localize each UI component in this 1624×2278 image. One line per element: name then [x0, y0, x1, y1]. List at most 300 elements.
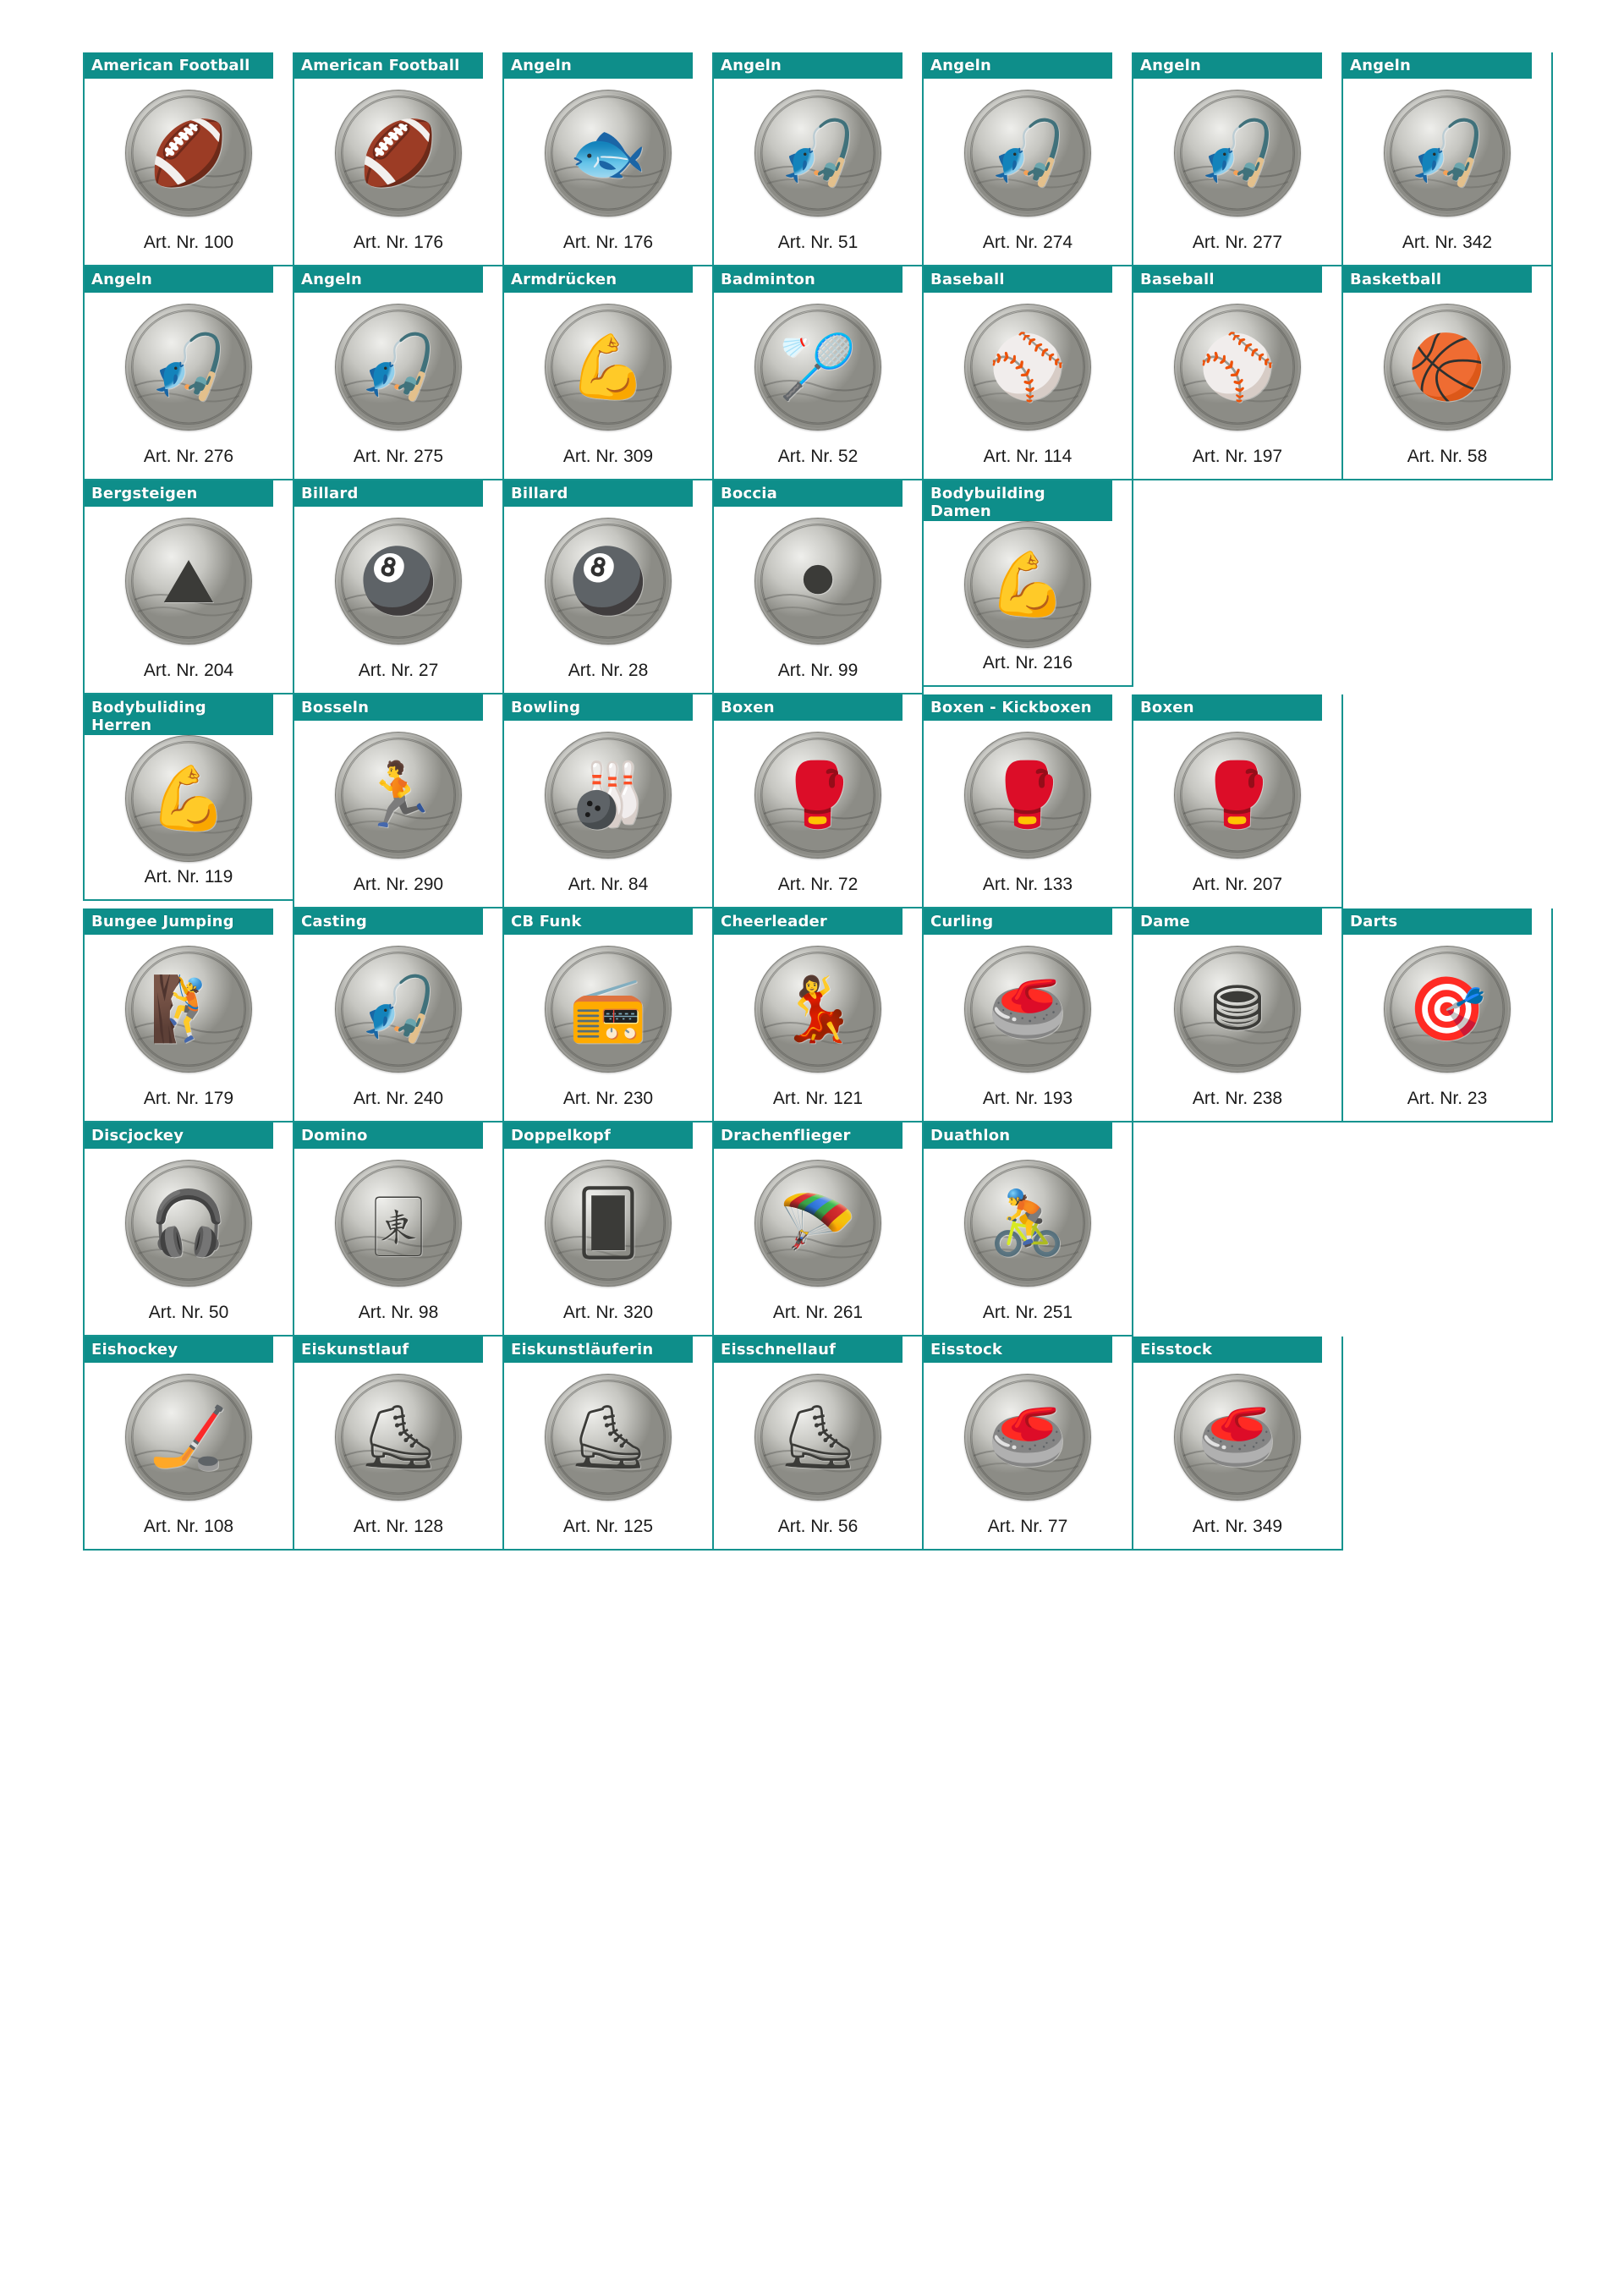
medal-ring [1390, 96, 1505, 211]
ice-hockey-player-icon [125, 1374, 252, 1501]
article-number: Art. Nr. 58 [1407, 447, 1488, 466]
article-number: Art. Nr. 276 [143, 447, 234, 466]
angler-boat-icon [1174, 90, 1301, 217]
medal-image-wrap [714, 721, 922, 870]
billiard-table-icon [545, 518, 672, 645]
medal-card[interactable] [922, 266, 1133, 480]
medal-glyph: ⚾ [1198, 331, 1277, 403]
article-number: Art. Nr. 50 [148, 1303, 229, 1322]
medal-ring [551, 738, 666, 853]
badminton-racket-shuttlecock-icon [754, 304, 881, 431]
medal-ring [970, 1380, 1085, 1495]
medal-image-wrap [714, 1149, 922, 1298]
medal-card[interactable] [1132, 52, 1343, 266]
medal-card[interactable] [712, 52, 924, 266]
medal-glyph: 🪂 [778, 1187, 858, 1260]
article-number: Art. Nr. 72 [777, 875, 859, 894]
article-number: Art. Nr. 251 [982, 1303, 1073, 1322]
medal-image-wrap [924, 521, 1132, 648]
medal-image-wrap [85, 293, 293, 442]
angler-net-icon [964, 90, 1091, 217]
domino-tile-icon [335, 1160, 462, 1287]
medal-glyph: 🀀 [373, 1187, 424, 1260]
medal-image-wrap [1133, 721, 1341, 870]
medal-glyph: 🐟 [568, 117, 648, 189]
medal-glyph: 🎧 [149, 1187, 228, 1260]
medal-glyph: 💪 [568, 331, 648, 403]
medal-category-label: Angeln [504, 52, 693, 79]
article-number: Art. Nr. 274 [982, 233, 1073, 252]
medal-category-label: Eisschnellauf [714, 1337, 903, 1363]
medal-ring [551, 1380, 666, 1495]
medal-image-wrap [504, 507, 712, 656]
medal-image-wrap [924, 79, 1132, 228]
medal-card[interactable] [83, 480, 294, 694]
medal-category-label: Baseball [1133, 266, 1322, 293]
medal-category-label: Billard [504, 480, 693, 507]
article-number: Art. Nr. 125 [562, 1517, 654, 1536]
medal-category-label: Darts [1343, 908, 1532, 935]
medal-card[interactable] [502, 52, 714, 266]
medal-glyph: 🂠 [576, 1187, 640, 1260]
medal-card[interactable] [712, 266, 924, 480]
medal-card[interactable] [922, 1123, 1133, 1337]
article-number: Art. Nr. 28 [568, 661, 649, 680]
medal-glyph: 🎣 [359, 973, 438, 1046]
medal-card[interactable] [502, 908, 714, 1123]
medal-ring [1180, 952, 1295, 1067]
medal-category-label: Duathlon [924, 1123, 1112, 1149]
catalog-row [83, 694, 1572, 908]
medal-image-wrap [1343, 935, 1551, 1084]
medal-glyph: ⛸ [568, 1401, 648, 1474]
medal-image-wrap [85, 1149, 293, 1298]
bowling-pin-ball-icon [545, 732, 672, 859]
article-number: Art. Nr. 100 [143, 233, 234, 252]
medal-category-label: Angeln [924, 52, 1112, 79]
football-player-icon [125, 90, 252, 217]
article-number: Art. Nr. 23 [1407, 1089, 1488, 1108]
medal-card[interactable] [1132, 1337, 1343, 1551]
medal-image-wrap [85, 79, 293, 228]
medal-category-label: Baseball [924, 266, 1112, 293]
catalog-row [83, 1337, 1572, 1551]
medal-card[interactable] [502, 1337, 714, 1551]
medal-category-label: Bosseln [294, 694, 483, 721]
angler-shore-icon [1384, 90, 1511, 217]
medal-category-label: Bungee Jumping [85, 908, 273, 935]
hang-glider-icon [754, 1160, 881, 1287]
medal-glyph: 🏒 [149, 1401, 228, 1474]
cheerleaders-icon [754, 946, 881, 1073]
medal-category-label: Bodybuliding Herren [85, 694, 273, 735]
article-number: Art. Nr. 193 [982, 1089, 1073, 1108]
baseball-batter-icon [1174, 304, 1301, 431]
medal-glyph: 🎱 [359, 545, 438, 618]
medal-ring [1390, 310, 1505, 425]
medal-image-wrap [714, 1363, 922, 1512]
medal-ring [970, 310, 1085, 425]
medal-glyph: 🎣 [1198, 117, 1277, 189]
medal-ring [760, 96, 875, 211]
medal-card[interactable] [712, 1123, 924, 1337]
medal-card[interactable] [922, 694, 1133, 908]
medal-category-label: Boxen [1133, 694, 1322, 721]
bungee-jumper-icon [125, 946, 252, 1073]
medal-ring [341, 310, 456, 425]
medal-image-wrap [85, 1363, 293, 1512]
medal-image-wrap [294, 721, 502, 870]
medal-image-wrap [1343, 79, 1551, 228]
medal-category-label: Eiskunstlauf [294, 1337, 483, 1363]
mountain-climber-icon [125, 518, 252, 645]
medal-card[interactable] [922, 908, 1133, 1123]
medal-card[interactable] [83, 52, 294, 266]
medal-glyph: 📻 [568, 973, 648, 1046]
medal-ring [1390, 952, 1505, 1067]
medal-category-label: Eisstock [1133, 1337, 1322, 1363]
article-number: Art. Nr. 128 [353, 1517, 444, 1536]
medal-category-label: Drachenflieger [714, 1123, 903, 1149]
medal-category-label: Boxen [714, 694, 903, 721]
medal-category-label: Armdrücken [504, 266, 693, 293]
medal-image-wrap [924, 1149, 1132, 1298]
medal-card[interactable] [293, 1123, 504, 1337]
medal-ring [551, 1166, 666, 1281]
boxing-gloves-icon [1174, 732, 1301, 859]
medal-glyph: 🥊 [1198, 759, 1277, 832]
medal-ring [341, 952, 456, 1067]
medal-glyph: 🧗 [149, 973, 228, 1046]
medal-glyph: 💪 [988, 548, 1067, 621]
medal-card[interactable] [1341, 266, 1553, 480]
article-number: Art. Nr. 27 [358, 661, 439, 680]
article-number: Art. Nr. 216 [982, 653, 1073, 672]
medal-ring [760, 1380, 875, 1495]
article-number: Art. Nr. 204 [143, 661, 234, 680]
medal-card[interactable] [83, 266, 294, 480]
medal-image-wrap [294, 79, 502, 228]
article-number: Art. Nr. 240 [353, 1089, 444, 1108]
fish-icon [545, 90, 672, 217]
baseball-batter-catcher-icon [964, 304, 1091, 431]
catalog-row [83, 480, 1572, 694]
medal-card[interactable] [293, 266, 504, 480]
dartboard-icon [1384, 946, 1511, 1073]
medal-glyph: 🏃 [359, 759, 438, 832]
medal-ring [1180, 738, 1295, 853]
medal-glyph: 🥌 [988, 1401, 1067, 1474]
bosseln-thrower-icon [335, 732, 462, 859]
cb-radio-icon [545, 946, 672, 1073]
medal-category-label: Boccia [714, 480, 903, 507]
article-number: Art. Nr. 51 [777, 233, 859, 252]
medal-category-label: Angeln [85, 266, 273, 293]
casting-angler-icon [335, 946, 462, 1073]
medal-ring [1180, 96, 1295, 211]
medal-card[interactable] [83, 1337, 294, 1551]
medal-category-label: Boxen - Kickboxen [924, 694, 1112, 721]
arm-wrestling-icon [545, 304, 672, 431]
medal-card[interactable] [1132, 266, 1343, 480]
medal-glyph: 🎯 [1407, 973, 1487, 1046]
medal-card[interactable] [922, 52, 1133, 266]
medal-image-wrap [504, 721, 712, 870]
medal-ring [131, 952, 246, 1067]
playing-card-icon [545, 1160, 672, 1287]
article-number: Art. Nr. 176 [562, 233, 654, 252]
article-number: Art. Nr. 176 [353, 233, 444, 252]
medal-ring [970, 1166, 1085, 1281]
medal-image-wrap [924, 721, 1132, 870]
medal-ring [970, 96, 1085, 211]
medal-category-label: Eishockey [85, 1337, 273, 1363]
medal-ring [341, 1380, 456, 1495]
article-number: Art. Nr. 309 [562, 447, 654, 466]
medal-category-label: Angeln [294, 266, 483, 293]
medal-card[interactable] [712, 694, 924, 908]
medal-image-wrap [714, 293, 922, 442]
medal-category-label: Bergsteigen [85, 480, 273, 507]
article-number: Art. Nr. 179 [143, 1089, 234, 1108]
medal-ring [131, 741, 246, 856]
basketball-hoop-icon [1384, 304, 1511, 431]
medal-category-label: Angeln [714, 52, 903, 79]
medal-image-wrap [714, 507, 922, 656]
dj-turntable-icon [125, 1160, 252, 1287]
medal-category-label: Discjockey [85, 1123, 273, 1149]
medal-ring [760, 310, 875, 425]
medal-card[interactable] [83, 1123, 294, 1337]
article-number: Art. Nr. 114 [983, 447, 1073, 466]
medal-glyph: ⛸ [359, 1401, 438, 1474]
medal-ring [551, 96, 666, 211]
medal-image-wrap [1133, 935, 1341, 1084]
medal-image-wrap [1133, 1363, 1341, 1512]
medal-ring [341, 738, 456, 853]
medal-glyph: ⛸ [778, 1401, 858, 1474]
medal-glyph: 🏈 [149, 117, 228, 189]
medal-card[interactable] [502, 1123, 714, 1337]
medal-card[interactable] [712, 480, 924, 694]
medal-card[interactable] [83, 694, 294, 901]
medal-category-label: Badminton [714, 266, 903, 293]
medal-card[interactable] [502, 480, 714, 694]
medal-image-wrap [85, 507, 293, 656]
medal-card[interactable] [293, 52, 504, 266]
medal-ring [551, 310, 666, 425]
billiard-player-icon [335, 518, 462, 645]
angler-standing-icon [335, 304, 462, 431]
medal-glyph: ⚫ [791, 545, 844, 618]
medal-ring [760, 738, 875, 853]
football-helmet-icon [335, 90, 462, 217]
medal-ring [131, 1166, 246, 1281]
medal-card[interactable] [1132, 694, 1343, 908]
medal-ring [551, 524, 666, 639]
medal-glyph: 🎳 [568, 759, 648, 832]
medal-ring [131, 524, 246, 639]
medal-category-label: Bodybuilding Damen [924, 480, 1112, 521]
curling-stone-icon [964, 946, 1091, 1073]
angler-casting-icon [125, 304, 252, 431]
medal-card[interactable] [922, 1337, 1133, 1551]
article-number: Art. Nr. 349 [1192, 1517, 1283, 1536]
kickboxers-icon [964, 732, 1091, 859]
medal-ring [131, 310, 246, 425]
male-bodybuilder-icon [125, 735, 252, 862]
ice-stock-target-icon [1174, 1374, 1301, 1501]
medal-ring [760, 524, 875, 639]
article-number: Art. Nr. 197 [1192, 447, 1283, 466]
medal-glyph: 🎣 [359, 331, 438, 403]
medal-card[interactable] [502, 694, 714, 908]
medal-ring [341, 524, 456, 639]
medal-card[interactable] [83, 908, 294, 1123]
medal-category-label: Bowling [504, 694, 693, 721]
medal-card[interactable] [1132, 908, 1343, 1123]
medal-card[interactable] [293, 480, 504, 694]
medal-glyph: 🥌 [1198, 1401, 1277, 1474]
medal-card[interactable] [293, 694, 504, 908]
medal-glyph: 🥌 [988, 973, 1067, 1046]
article-number: Art. Nr. 230 [562, 1089, 654, 1108]
medal-ring [551, 952, 666, 1067]
medal-image-wrap [294, 1363, 502, 1512]
medal-card[interactable] [293, 1337, 504, 1551]
article-number: Art. Nr. 277 [1192, 233, 1283, 252]
article-number: Art. Nr. 56 [777, 1517, 859, 1536]
medal-category-label: CB Funk [504, 908, 693, 935]
medal-ring [131, 1380, 246, 1495]
medal-category-label: Doppelkopf [504, 1123, 693, 1149]
medal-glyph: 🏀 [1407, 331, 1487, 403]
medal-image-wrap [924, 293, 1132, 442]
speed-skater-icon [754, 1374, 881, 1501]
figure-skater-icon [545, 1374, 672, 1501]
female-bodybuilder-icon [964, 521, 1091, 648]
medal-card[interactable] [1341, 52, 1553, 266]
medal-ring [760, 952, 875, 1067]
article-number: Art. Nr. 98 [358, 1303, 439, 1322]
medal-glyph: ⛃ [1210, 973, 1264, 1046]
medal-category-label: Eiskunstläuferin [504, 1337, 693, 1363]
medal-image-wrap [924, 935, 1132, 1084]
medal-glyph: 🚴 [988, 1187, 1067, 1260]
medal-glyph: 🎱 [568, 545, 648, 618]
article-number: Art. Nr. 133 [982, 875, 1073, 894]
medal-card[interactable] [1341, 908, 1553, 1123]
medal-ring [970, 952, 1085, 1067]
ice-skates-icon [335, 1374, 462, 1501]
medal-glyph: 🎣 [149, 331, 228, 403]
medal-image-wrap [504, 1149, 712, 1298]
medal-category-label: Eisstock [924, 1337, 1112, 1363]
article-number: Art. Nr. 320 [562, 1303, 654, 1322]
catalog-row [83, 52, 1572, 266]
medal-ring [341, 1166, 456, 1281]
draughts-board-icon [1174, 946, 1301, 1073]
medal-image-wrap [714, 79, 922, 228]
medal-image-wrap [504, 293, 712, 442]
medal-ring [970, 527, 1085, 642]
medal-category-label: Dame [1133, 908, 1322, 935]
medal-image-wrap [85, 935, 293, 1084]
article-number: Art. Nr. 99 [777, 661, 859, 680]
medal-card[interactable] [712, 908, 924, 1123]
medal-ring [1180, 1380, 1295, 1495]
medal-glyph: 💪 [149, 762, 228, 835]
article-number: Art. Nr. 342 [1402, 233, 1493, 252]
medal-image-wrap [294, 293, 502, 442]
article-number: Art. Nr. 77 [987, 1517, 1068, 1536]
medal-card[interactable] [502, 266, 714, 480]
medal-ring [341, 96, 456, 211]
medal-card[interactable] [712, 1337, 924, 1551]
catalog-row [83, 908, 1572, 1123]
boccia-balls-icon [754, 518, 881, 645]
medal-category-label: American Football [85, 52, 273, 79]
article-number: Art. Nr. 119 [144, 867, 233, 886]
article-number: Art. Nr. 290 [353, 875, 444, 894]
medal-image-wrap [924, 1363, 1132, 1512]
medal-image-wrap [1133, 293, 1341, 442]
article-number: Art. Nr. 207 [1192, 875, 1283, 894]
medal-ring [760, 1166, 875, 1281]
medal-image-wrap [714, 935, 922, 1084]
medal-image-wrap [85, 735, 293, 862]
medal-glyph: ⛰ [162, 545, 216, 618]
medal-image-wrap [504, 1363, 712, 1512]
angler-sitting-icon [754, 90, 881, 217]
medal-category-label: Casting [294, 908, 483, 935]
medal-card[interactable] [922, 480, 1133, 687]
medal-catalog-grid [83, 52, 1572, 1551]
medal-category-label: Basketball [1343, 266, 1532, 293]
medal-glyph: 💃 [778, 973, 858, 1046]
article-number: Art. Nr. 108 [143, 1517, 234, 1536]
medal-glyph: 🥊 [988, 759, 1067, 832]
medal-category-label: Billard [294, 480, 483, 507]
medal-card[interactable] [293, 908, 504, 1123]
medal-ring [131, 96, 246, 211]
medal-image-wrap [294, 1149, 502, 1298]
article-number: Art. Nr. 52 [777, 447, 859, 466]
article-number: Art. Nr. 275 [353, 447, 444, 466]
medal-image-wrap [504, 79, 712, 228]
medal-category-label: Domino [294, 1123, 483, 1149]
medal-category-label: Angeln [1133, 52, 1322, 79]
medal-glyph: 🏸 [778, 331, 858, 403]
article-number: Art. Nr. 261 [772, 1303, 864, 1322]
medal-glyph: 🥊 [778, 759, 858, 832]
article-number: Art. Nr. 121 [772, 1089, 864, 1108]
catalog-row [83, 266, 1572, 480]
medal-glyph: 🏈 [359, 117, 438, 189]
medal-category-label: Curling [924, 908, 1112, 935]
catalog-row [83, 1123, 1572, 1337]
duathlon-runner-cyclist-icon [964, 1160, 1091, 1287]
medal-category-label: American Football [294, 52, 483, 79]
medal-image-wrap [294, 507, 502, 656]
medal-image-wrap [1133, 79, 1341, 228]
medal-category-label: Cheerleader [714, 908, 903, 935]
article-number: Art. Nr. 238 [1192, 1089, 1283, 1108]
medal-image-wrap [1343, 293, 1551, 442]
ice-stock-icon [964, 1374, 1091, 1501]
medal-ring [1180, 310, 1295, 425]
article-number: Art. Nr. 84 [568, 875, 649, 894]
